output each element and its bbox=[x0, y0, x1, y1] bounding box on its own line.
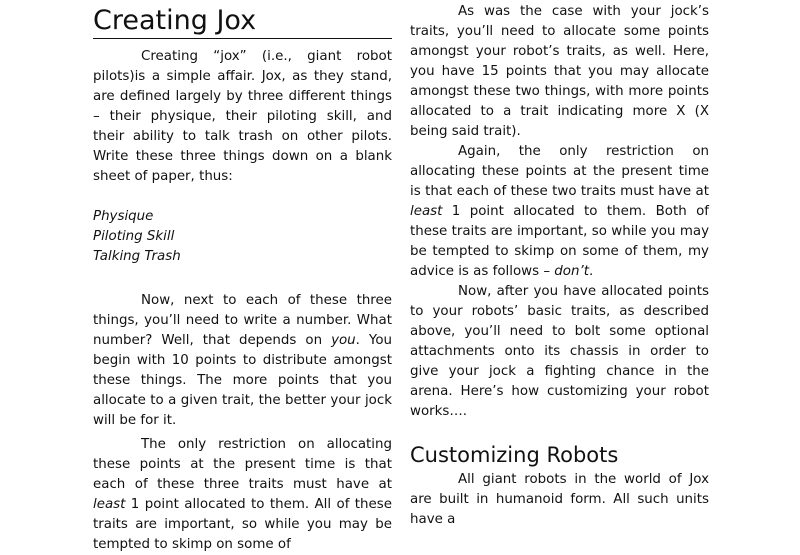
section-heading-creating-jox: Creating Jox bbox=[93, 6, 392, 39]
section-heading-customizing-robots: Customizing Robots bbox=[410, 443, 619, 467]
paragraph-humanoid: All giant robots in the world of Jox are built in humanoid form. All such units have a bbox=[410, 472, 709, 527]
paragraph-intro: Creating “jox” (i.e., giant robot pilots)is a simple affair. Jox, as they stand, are defined largely by three different things – their physique, their piloting skill, and their ability to talk trash on other pilots. Write these three things down on a blank sheet of paper, thus: bbox=[93, 49, 392, 184]
paragraph-restriction: The only restriction on allocating these points at the present time is that each of these three traits must have at least 1 point allocated to them. All of these traits are important, so while you may be tempted to skimp on some of bbox=[93, 437, 392, 552]
paragraph-robot-traits: As was the case with your jock’s traits, you’ll need to allocate some points amongst your robot’s traits, as well. Here, you have 15 points that you may allocate amongst these two things, with more points allocated to a trait indicating more X (X being said trait). bbox=[410, 4, 709, 139]
paragraph-attachments: Now, after you have allocated points to your robots’ basic traits, as described above, you’ll need to bolt some optional attachments onto its chassis in order to give your jock a fighting chance in the arena. Here’s how customizing your robot works…. bbox=[410, 284, 709, 419]
paragraph-robot-restriction: Again, the only restriction on allocating these points at the present time is that each of these two traits must have at least 1 point allocated to them. Both of these traits are important, so while you may be tempted to skimp on some of them, my advice is as follows – don’t. bbox=[410, 144, 709, 279]
trait-list bbox=[93, 207, 392, 267]
paragraph-number: Now, next to each of these three things, you’ll need to write a number. What number? Well, that depends on you. You begin with 10 points to distribute amongst these things. The more points that you allocate to a given trait, the better your jock will be for it. bbox=[93, 293, 393, 428]
trait-item: Physique bbox=[93, 209, 154, 224]
trait-item: Piloting Skill bbox=[93, 229, 175, 244]
left-column bbox=[93, 0, 392, 555]
right-column bbox=[410, 2, 709, 530]
trait-item: Talking Trash bbox=[93, 249, 181, 264]
